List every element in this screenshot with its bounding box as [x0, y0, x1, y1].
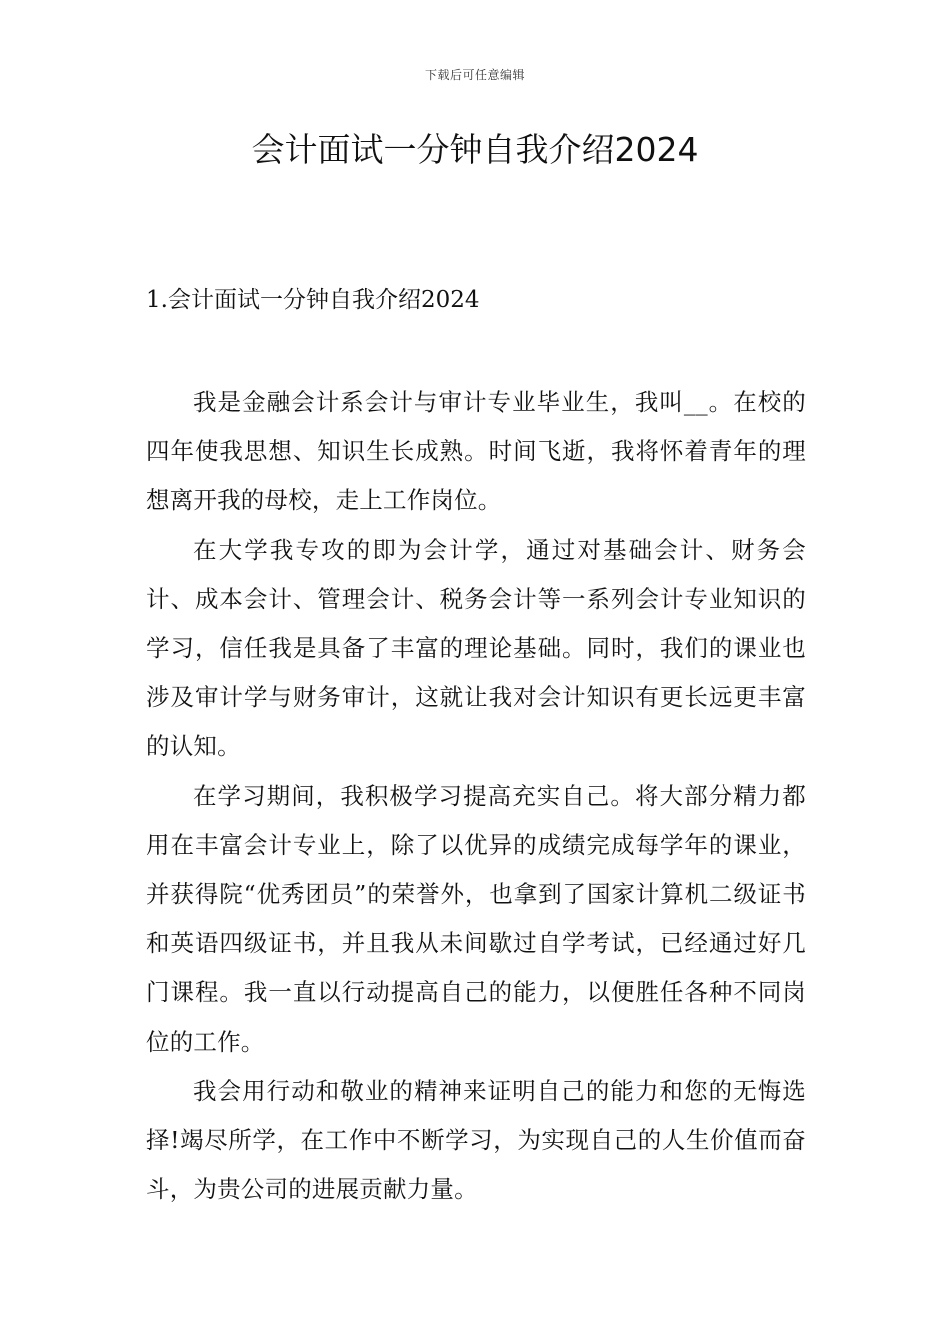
paragraph-2: 在大学我专攻的即为会计学，通过对基础会计、财务会计、成本会计、管理会计、税务会计等一系列会计专业知识的学习，信任我是具备了丰富的理论基础。同时，我们的课业也涉及审计学与财务审计，这就让我对会计知识有更长远更丰富的认知。 [146, 535, 806, 761]
document-body [146, 378, 806, 1214]
section-heading: 1.会计面试一分钟自我介绍2024 [146, 287, 480, 313]
document-title: 会计面试一分钟自我介绍2024 [251, 130, 699, 169]
paragraph-4: 我会用行动和敬业的精神来证明自己的能力和您的无悔选择!竭尽所学，在工作中不断学习，为实现自己的人生价值而奋斗，为贵公司的进展贡献力量。 [146, 1076, 806, 1204]
header-note: 下载后可任意编辑 [424, 68, 525, 82]
paragraph-3: 在学习期间，我积极学习提高充实自己。将大部分精力都用在丰富会计专业上，除了以优异的成绩完成每学年的课业，并获得院“优秀团员”的荣誉外，也拿到了国家计算机二级证书和英语四级证书，并且我从未间歇过自学考试，已经通过好几门课程。我一直以行动提高自己的能力，以便胜任各种不同岗位的工作。 [146, 781, 806, 1056]
paragraph-1: 我是金融会计系会计与审计专业毕业生，我叫__。在校的四年使我思想、知识生长成熟。时间飞逝，我将怀着青年的理想离开我的母校，走上工作岗位。 [146, 388, 806, 515]
